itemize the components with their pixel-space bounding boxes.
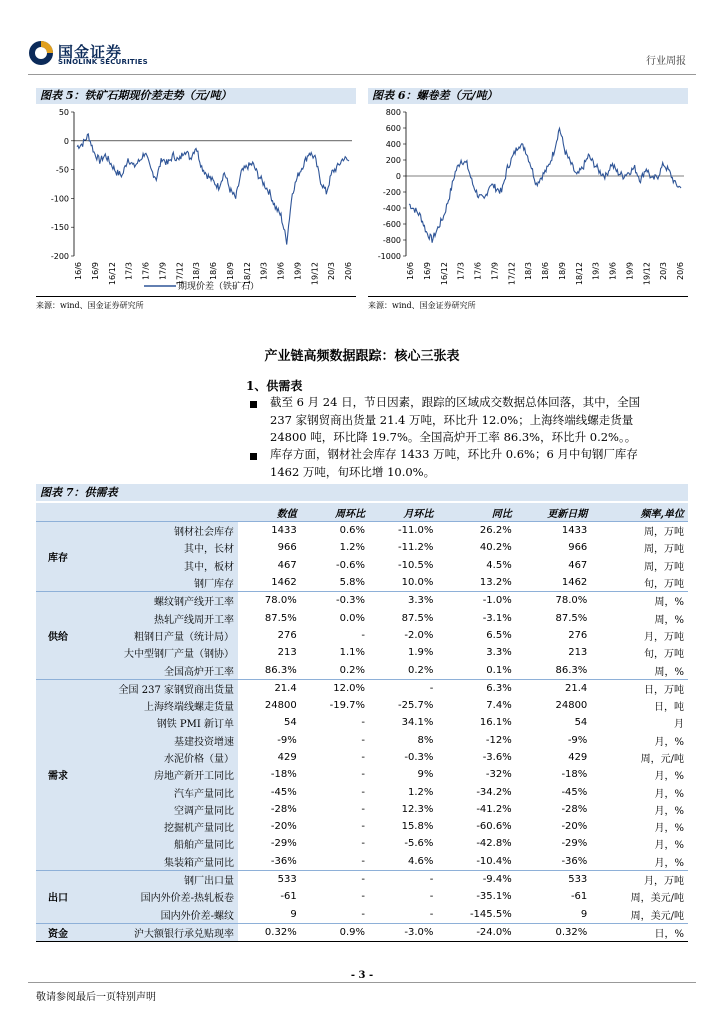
indicator-cell: 螺纹钢产线开工率 [80,592,238,610]
value-cell: -36% [270,855,297,867]
chart6-y-tick-label: 600 [385,124,401,133]
chart5-y-tick-label: -200 [50,252,69,261]
bullet-icon [250,401,257,408]
value-cell: 周，元/吨 [640,754,684,765]
table-row [36,574,688,592]
value-cell: 12.3% [401,803,434,815]
value-cell: - [301,870,369,888]
value-cell: 86.3% [264,664,297,676]
chart5-y-tick-label: 50 [58,108,69,117]
table-row [36,697,688,714]
header-cat [36,503,80,522]
value-cell: 6.3% [437,679,515,697]
value-cell: 966 [568,542,588,554]
indicator-cell: 水泥价格（量） [80,749,238,766]
value-cell: 周，万吨 [591,522,688,540]
chart6-x-tick-label: 17/3 [456,262,466,280]
chart6-y-tick-label: 200 [385,156,401,165]
logo-chinese-name: 国金证券 [58,43,123,61]
chart5-source: 来源：wind、国金证券研究所 [36,301,144,310]
indicator-cell: 国内外价差-螺纹 [80,906,238,924]
value-cell: 月，% [654,736,684,748]
indicator-cell: 房地产新开工同比 [80,766,238,783]
chart5-x-tick-label: 16/6 [74,262,83,280]
indicator-cell: 全国 237 家钢贸商出货量 [80,679,238,697]
value-cell: 87.5% [401,612,434,624]
table-row [36,801,688,818]
value-cell: -3.0% [369,923,437,941]
chart6-y-tick-label: -600 [382,220,401,229]
table-row [36,714,688,731]
table-row [36,888,688,905]
value-cell: - [369,870,437,888]
chart5-x-tick-label: 20/3 [327,262,337,280]
category-cell: 出口 [36,870,80,923]
value-cell: 1462 [561,577,588,589]
value-cell: 533 [238,870,301,888]
value-cell: 34.1% [401,717,434,729]
logo-english-name: SINOLINK SECURITIES [58,58,148,66]
page-number: - 3 - [350,970,374,981]
value-cell: 月，万吨 [644,631,684,643]
value-cell: 日，% [591,923,688,941]
value-cell: -45% [561,786,588,798]
value-cell: - [361,821,366,833]
chart6-x-tick-label: 16/6 [406,262,415,280]
chart5-x-tick-label: 18/9 [225,262,235,280]
table-row [36,557,688,574]
value-cell: 日，吨 [654,702,684,714]
chart5-iron-ore-spread [36,106,356,296]
value-cell: 周，% [591,592,688,610]
indicator-cell: 沪大额银行承兑贴现率 [80,923,238,941]
value-cell: -42.8% [476,838,512,850]
value-cell: 1462 [271,577,297,589]
bullet1-line2: 237 家钢贸商出货量 21.4 万吨，环比升 12.0%；上海终端线螺走货量 [270,412,634,427]
header-indicator [80,503,238,522]
value-cell: 86.3% [555,664,588,676]
value-cell: 月 [674,719,684,731]
value-cell: - [429,891,434,903]
chart5-title: 图表 5：铁矿石期现价差走势（元/吨） [36,88,356,104]
chart5-x-tick-label: 17/9 [158,262,168,280]
value-cell: 10.0% [401,577,434,589]
chart5-series-line [77,134,349,245]
value-cell: 月，% [654,788,684,800]
value-cell: 87.5% [264,612,297,624]
value-cell: 24800 [264,700,297,712]
chart5-x-tick-label: 18/6 [209,262,218,280]
value-cell: -19.7% [329,700,366,712]
chart5-x-tick-label: 16/9 [90,262,100,280]
indicator-cell: 集装箱产量同比 [80,853,238,871]
value-cell: -9% [277,734,297,746]
value-cell: -25.7% [397,700,434,712]
chart5-legend-label: 期现价差（铁矿石） [178,282,260,292]
value-cell: 54 [574,717,588,729]
chart6-x-tick-label: 18/12 [574,262,584,286]
value-cell: 213 [568,647,588,659]
supply-demand-table [36,503,688,942]
value-cell: 0.6% [301,522,369,540]
value-cell: 0.1% [486,664,512,676]
chart6-x-tick-label: 20/6 [676,262,685,280]
value-cell: 0.2% [339,664,366,676]
chart6-y-tick-label: 800 [385,108,401,117]
chart5-x-tick-label: 18/3 [192,262,202,280]
table-row [36,853,688,871]
value-cell: -11.2% [397,542,434,554]
chart5-y-tick-label: -100 [50,194,69,204]
value-cell: 533 [516,870,592,888]
value-cell: -9% [567,734,588,746]
value-cell: 1.9% [407,647,434,659]
value-cell: - [361,908,366,920]
chart6-x-tick-label: 17/9 [490,262,500,280]
header-value: 数值 [238,503,301,522]
value-cell: 周，美元/吨 [630,910,684,922]
header-frequency-unit: 频率,单位 [591,503,688,522]
value-cell: -3.1% [482,612,512,624]
value-cell: 467 [568,559,588,571]
value-cell: 78.0% [516,592,592,610]
table-row [36,644,688,661]
value-cell: 54 [283,717,297,729]
value-cell: 1.1% [339,647,366,659]
value-cell: -24.0% [437,923,515,941]
value-cell: -28% [561,803,588,815]
value-cell: -60.6% [476,821,512,833]
value-cell: - [361,734,366,746]
header-latest: 更新日期 [516,503,592,522]
category-cell: 需求 [36,679,80,870]
value-cell: 78.0% [238,592,301,610]
value-cell: - [361,769,366,781]
section-title: 产业链高频数据跟踪：核心三张表 [264,349,460,364]
value-cell: 966 [277,542,297,554]
value-cell: -9.4% [437,870,515,888]
chart6-x-tick-label: 18/3 [524,262,534,280]
disclaimer-note: 敬请参阅最后一页特别声明 [36,992,156,1003]
value-cell: 24800 [555,700,588,712]
chart5-y-tick-label: -50 [55,165,69,175]
value-cell: 0.32% [238,923,301,941]
chart5-x-tick-label: 19/12 [310,262,320,286]
value-cell: -36% [561,855,588,867]
bullet2-line2: 1462 万吨，旬环比增 10.0%。 [270,464,436,479]
value-cell: - [361,717,366,729]
value-cell: 12.0% [301,679,369,697]
indicator-cell: 钢铁 PMI 新订单 [80,714,238,731]
value-cell: 周，万吨 [644,561,684,573]
value-cell: 276 [568,629,588,641]
table-row [36,818,688,835]
indicator-cell: 上海终端线螺走货量 [80,697,238,714]
category-cell: 库存 [36,522,80,592]
value-cell: - [361,752,366,763]
value-cell: -0.3% [301,592,369,610]
table-row [36,679,688,697]
indicator-cell: 其中，板材 [80,557,238,574]
value-cell: 3.3% [486,647,512,659]
indicator-cell: 钢厂出口量 [80,870,238,888]
indicator-cell: 船舶产量同比 [80,835,238,852]
chart6-x-tick-label: 18/9 [557,262,567,280]
chart6-y-tick-label: -800 [382,236,401,245]
value-cell: 月，% [654,840,684,852]
bullet1-line1: 截至 6 月 24 日，节日因素，跟踪的区域成交数据总体回落，其中，全国 [270,395,641,409]
table-row [36,661,688,679]
table-row [36,522,688,540]
value-cell: 月，万吨 [591,870,688,888]
chart6-source: 来源：wind、国金证券研究所 [368,301,476,310]
value-cell: 4.5% [486,559,512,571]
value-cell: -3.6% [482,752,512,763]
chart6-x-tick-label: 20/3 [659,262,669,280]
chart5-x-tick-label: 19/9 [293,262,303,280]
indicator-cell: 基建投资增速 [80,732,238,749]
chart5-x-tick-label: 16/12 [107,262,117,286]
value-cell: 周，% [654,666,684,678]
value-cell: -12% [485,734,512,746]
value-cell: 1433 [516,522,592,540]
value-cell: 21.4 [516,679,592,697]
indicator-cell: 热轧产线周开工率 [80,609,238,626]
chart5-x-tick-label: 19/3 [259,262,269,280]
value-cell: 0.32% [516,923,592,941]
table-header-row [36,503,688,522]
chart5-x-tick-label: 17/12 [175,262,185,286]
bullet1-line3: 24800 吨，环比降 19.7%。全国高炉开工率 86.3%，环比升 0.2%。。 [270,430,637,444]
value-cell: 13.2% [479,577,512,589]
indicator-cell: 国内外价差-热轧板卷 [80,888,238,905]
chart6-x-tick-label: 19/9 [625,262,635,280]
value-cell: 月，% [654,805,684,817]
value-cell: -34.2% [476,786,512,798]
value-cell: 9% [417,769,434,781]
value-cell: 3.3% [369,592,437,610]
value-cell: - [361,891,366,903]
value-cell: 467 [277,559,297,571]
table-row [36,592,688,610]
table-row [36,783,688,800]
value-cell: -29% [561,838,588,850]
sinolink-logo-icon [28,40,54,66]
value-cell: -18% [561,769,588,781]
value-cell: - [361,786,366,798]
indicator-cell: 挖掘机产量同比 [80,818,238,835]
chart5-y-tick-label: 0 [63,136,69,146]
value-cell: 1.2% [339,542,366,554]
table-row [36,609,688,626]
value-cell: - [429,908,434,920]
value-cell: 87.5% [555,612,588,624]
header-divider [28,74,696,75]
value-cell: -2.0% [404,629,434,641]
chart6-y-tick-label: 400 [385,140,401,149]
bullet-icon [250,453,257,460]
value-cell: 429 [277,752,297,763]
value-cell: -5.6% [404,838,434,850]
chart6-rebar-hrc-spread [368,106,688,296]
value-cell: 旬，万吨 [644,579,684,591]
table-row [36,923,688,941]
value-cell: 15.8% [401,821,434,833]
chart6-x-tick-label: 19/3 [591,262,601,280]
value-cell: 5.8% [339,577,366,589]
value-cell: 0.2% [407,664,434,676]
value-cell: 周，万吨 [644,544,684,556]
chart6-y-tick-label: -1000 [377,252,401,261]
table-row [36,539,688,556]
table-row [36,835,688,852]
value-cell: 0.9% [301,923,369,941]
chart5-y-tick-label: -150 [50,223,69,233]
bullet-inventory-paragraph [270,446,690,481]
chart6-series-line [409,128,681,242]
value-cell: -32% [485,769,512,781]
category-cell: 供给 [36,592,80,679]
value-cell: -10.5% [397,559,434,571]
indicator-cell: 钢材社会库存 [80,522,238,540]
table7-title: 图表 7：供需表 [36,484,688,501]
value-cell: 16.1% [479,717,512,729]
chart6-y-tick-label: -200 [382,188,401,197]
value-cell: 21.4 [238,679,301,697]
section-subtitle: 1、供需表 [246,379,303,393]
value-cell: -20% [270,821,297,833]
indicator-cell: 汽车产量同比 [80,783,238,800]
header-wow: 周环比 [301,503,369,522]
chart6-x-tick-label: 17/6 [473,262,483,280]
table-row [36,906,688,924]
value-cell: 0.0% [339,612,366,624]
value-cell: -145.5% [469,908,512,920]
table-row [36,766,688,783]
value-cell: 周，% [654,614,684,626]
value-cell: 8% [417,734,434,746]
value-cell: -29% [270,838,297,850]
table-row [36,627,688,644]
chart6-y-tick-label: 0 [395,172,401,181]
chart5-x-tick-label: 17/6 [141,262,151,280]
table-row [36,870,688,888]
value-cell: -0.6% [336,559,366,571]
value-cell: 月，% [654,857,684,869]
header-yoy: 同比 [437,503,515,522]
value-cell: -28% [270,803,297,815]
value-cell: 26.2% [437,522,515,540]
value-cell: 213 [277,647,297,659]
indicator-cell: 其中，长材 [80,539,238,556]
value-cell: 日，万吨 [591,679,688,697]
chart6-x-tick-label: 18/6 [541,262,550,280]
value-cell: -61 [280,891,297,903]
value-cell: - [361,855,366,867]
table-row [36,749,688,766]
indicator-cell: 钢厂库存 [80,574,238,592]
chart6-y-tick-label: -400 [382,204,401,213]
value-cell: 6.5% [486,629,512,641]
chart5-x-tick-label: 20/6 [344,262,353,280]
value-cell: -61 [570,891,588,903]
value-cell: -45% [270,786,297,798]
value-cell: -0.3% [404,752,434,763]
chart6-x-tick-label: 16/12 [439,262,449,286]
table-row [36,732,688,749]
value-cell: 1433 [238,522,301,540]
value-cell: 旬，万吨 [644,649,684,661]
chart6-x-tick-label: 16/9 [422,262,432,280]
chart6-x-tick-label: 17/12 [507,262,517,286]
value-cell: -11.0% [369,522,437,540]
value-cell: -41.2% [476,803,512,815]
value-cell: -20% [561,821,588,833]
report-type-label: 行业周报 [646,56,686,67]
chart6-x-tick-label: 19/6 [608,262,618,280]
value-cell: -18% [270,769,297,781]
value-cell: 4.6% [407,855,434,867]
value-cell: - [361,803,366,815]
value-cell: 月，% [654,823,684,835]
chart6-x-tick-label: 19/12 [642,262,652,286]
chart6-source-divider [368,296,688,297]
header-mom: 月环比 [369,503,437,522]
value-cell: - [361,629,366,641]
value-cell: 7.4% [486,700,512,712]
value-cell: - [361,838,366,850]
chart5-source-divider [36,296,356,297]
bullet2-line1: 库存方面，钢材社会库存 1433 万吨，环比升 0.6%；6 月中旬钢厂库存 [270,447,638,461]
value-cell: 429 [568,752,588,763]
value-cell: 1.2% [407,786,434,798]
chart5-x-tick-label: 17/3 [124,262,134,280]
indicator-cell: 空调产量同比 [80,801,238,818]
chart5-x-tick-label: 18/12 [242,262,252,286]
indicator-cell: 全国高炉开工率 [80,661,238,679]
footer-divider [28,982,696,983]
bullet-sales-paragraph [270,394,690,447]
value-cell: - [369,679,437,697]
category-cell: 资金 [36,923,80,941]
indicator-cell: 大中型钢厂产量（钢协） [80,644,238,661]
chart5-x-tick-label: 19/6 [276,262,286,280]
value-cell: -35.1% [476,891,512,903]
value-cell: 月，% [654,771,684,783]
value-cell: 276 [277,629,297,641]
value-cell: -1.0% [437,592,515,610]
value-cell: -10.4% [476,855,512,867]
chart6-title: 图表 6：螺卷差（元/吨） [368,88,688,104]
value-cell: 9 [580,908,588,920]
value-cell: 周，美元/吨 [630,893,684,905]
indicator-cell: 粗钢日产量（统计局） [80,627,238,644]
value-cell: 40.2% [479,542,512,554]
value-cell: 9 [290,908,297,920]
